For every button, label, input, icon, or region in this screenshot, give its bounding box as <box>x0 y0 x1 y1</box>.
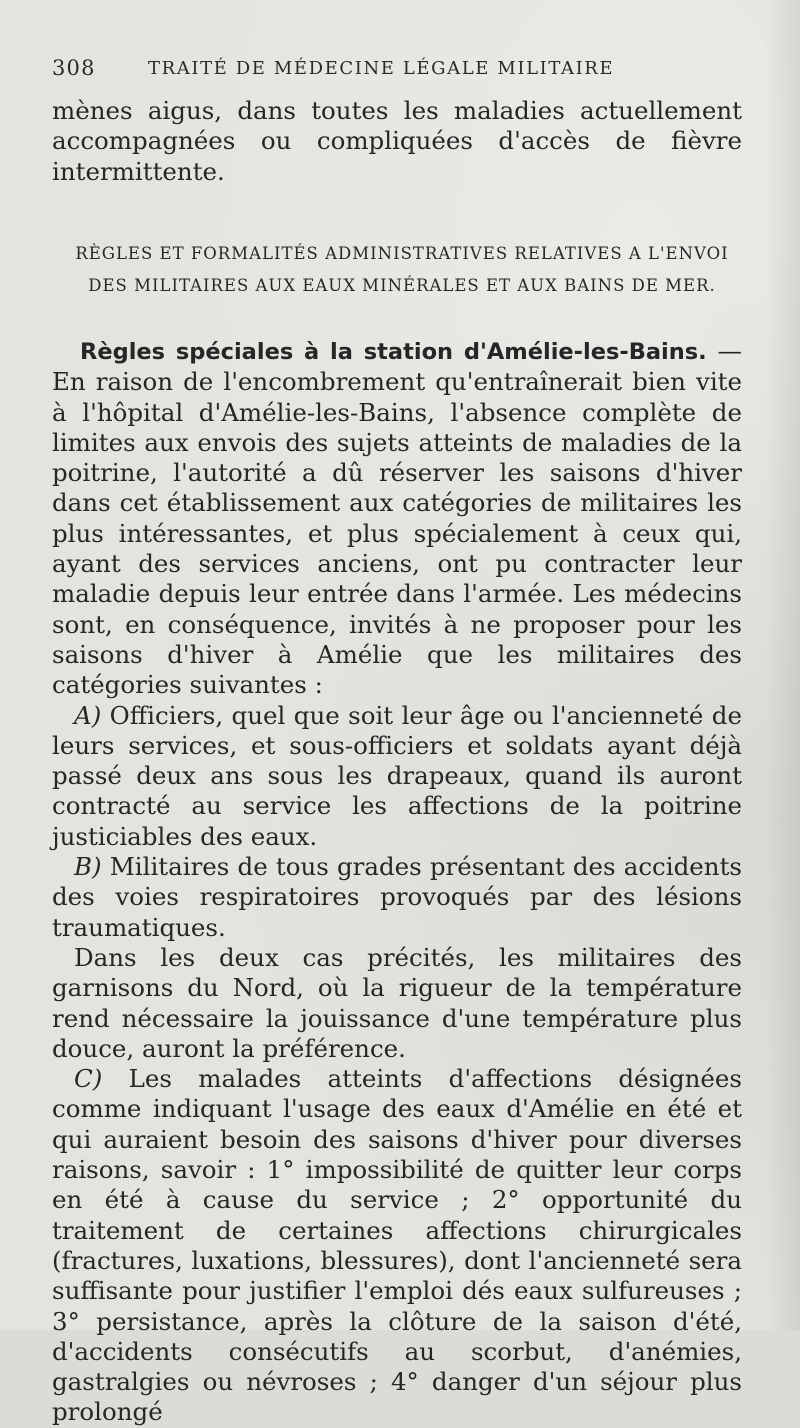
section-heading <box>52 238 752 302</box>
paragraph-amelie-rules-text: — En raison de l'encombrement qu'entraînerait bien vite à l'hôpital d'Amélie-les-Bains, l'absence complète de limites aux envois des sujets atteints de maladies de la poitrine, l'autorité a dû réserver les saisons d'hiver dans cet établissement aux catégories de militaires les plus intéressantes, et plus spécialement à ceux qui, ayant des services anciens, ont pu contracter leur maladie depuis leur entrée dans l'armée. Les médecins sont, en conséquence, invités à ne proposer pour les saisons d'hiver à Amélie que les militaires des catégories suivantes : <box>52 336 742 700</box>
main-text <box>52 336 742 1428</box>
paragraph-lead-heading: Règles spéciales à la station d'Amélie-les-Bains. <box>80 339 707 365</box>
category-c-paragraph <box>52 1064 742 1428</box>
paragraph-amelie-rules <box>52 336 742 701</box>
category-b-paragraph <box>52 852 742 943</box>
category-c-marker: C) <box>74 1064 103 1094</box>
running-title: TRAITÉ DE MÉDECINE LÉGALE MILITAIRE <box>148 58 615 79</box>
category-b-text: Militaires de tous grades présentant des accidents des voies respiratoires provoqués par des lésions traumatiques. <box>52 852 742 942</box>
category-c-text: Les malades atteints d'affections désignées comme indiquant l'usage des eaux d'Amélie en été et qui auraient besoin des saisons d'hiver pour diverses raisons, savoir : 1° impossibilité de quitter leur corps en été à cause du service ; 2° opportunité du traitement de certaines affections chirurgicales (fractures, luxations, blessures), dont l'ancienneté sera suffisante pour justifier l'emploi dés eaux sulfureuses ; 3° persistance, après la clôture de la saison d'été, d'accidents consécutifs au scorbut, d'anémies, gastralgies ou névroses ; 4° danger d'un séjour plus prolongé <box>52 1064 742 1427</box>
category-b-marker: B) <box>74 852 102 882</box>
section-heading-line-1: RÈGLES ET FORMALITÉS ADMINISTRATIVES RELATIVES A L'ENVOI <box>75 244 729 263</box>
category-a-paragraph <box>52 701 742 852</box>
intro-paragraph: mènes aigus, dans toutes les maladies actuellement accompagnées ou compliquées d'accès de fièvre intermittente. <box>52 96 742 186</box>
section-heading-line-2: DES MILITAIRES AUX EAUX MINÉRALES ET AUX BAINS DE MER. <box>88 276 716 295</box>
category-a-marker: A) <box>74 700 102 730</box>
both-cases-paragraph: Dans les deux cas précités, les militaires des garnisons du Nord, où la rigueur de la température rend nécessaire la jouissance d'une température plus douce, auront la préférence. <box>52 942 742 1063</box>
page-edge-shadow <box>764 0 800 1330</box>
category-a-text: Officiers, quel que soit leur âge ou l'ancienneté de leurs services, et sous-officiers et soldats ayant déjà passé deux ans sous les drapeaux, quand ils auront contracté au service les affections de la poitrine justiciables des eaux. <box>52 700 742 851</box>
page-number: 308 <box>52 56 96 80</box>
page-header <box>52 56 752 92</box>
